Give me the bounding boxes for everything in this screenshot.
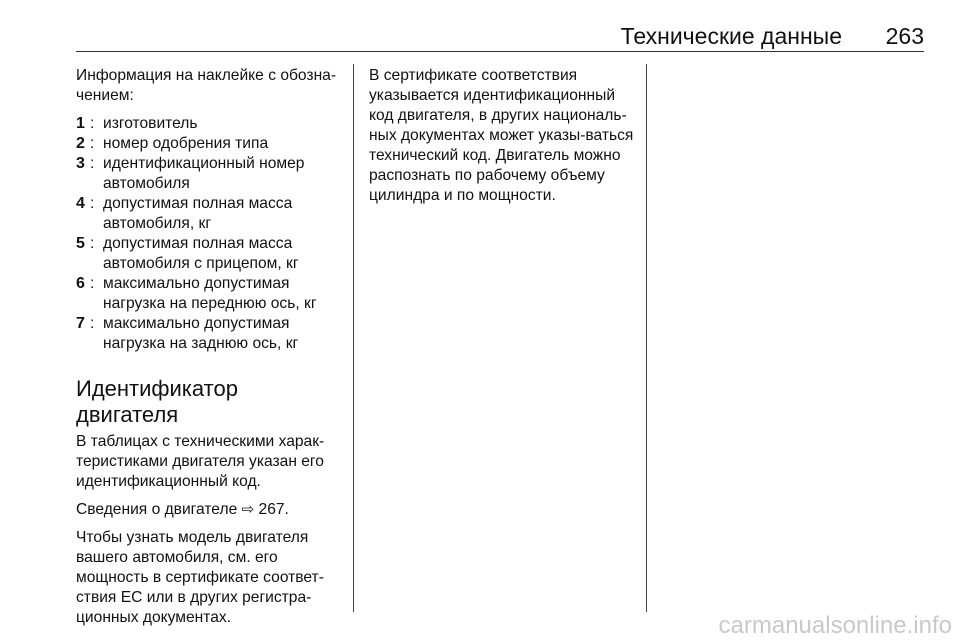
list-item: [76, 114, 342, 134]
item-separator: :: [90, 135, 95, 152]
item-number: 6: [76, 275, 85, 292]
item-number: 5: [76, 235, 85, 252]
page-header: [76, 22, 924, 50]
middle-column: [369, 66, 637, 206]
list-item: [76, 234, 342, 274]
section-heading: Идентификатор двигателя: [76, 376, 238, 427]
column-divider-right: [646, 64, 647, 612]
page-title: Технические данные: [620, 23, 842, 49]
paragraph-engine-reference: [76, 500, 342, 520]
column-divider-left: [353, 64, 354, 612]
list-item: [76, 154, 342, 194]
item-text: допустимая полная масса автомобиля, кг: [103, 195, 293, 232]
item-separator: :: [90, 155, 95, 172]
label-legend-list: [76, 114, 342, 354]
item-separator: :: [90, 275, 95, 292]
watermark: carmanualsonline.info: [718, 612, 952, 639]
page-reference-icon[interactable]: ⇨: [241, 501, 255, 518]
reference-page-link[interactable]: 267.: [258, 501, 289, 518]
item-text: максимально допустимая нагрузка на заднюю ось, кг: [103, 315, 299, 352]
item-text: максимально допустимая нагрузка на переднюю ось, кг: [103, 275, 317, 312]
item-text: номер одобрения типа: [103, 135, 269, 152]
item-separator: :: [90, 115, 95, 132]
item-text: идентификационный номер автомобиля: [103, 155, 305, 192]
item-number: 3: [76, 155, 85, 172]
list-item: [76, 134, 342, 154]
header-divider: [76, 51, 924, 52]
label-intro: Информация на наклейке с обозна-чением:: [76, 67, 337, 104]
reference-text: Сведения о двигателе: [76, 501, 238, 518]
page-number: 263: [885, 23, 924, 49]
list-item: [76, 194, 342, 234]
item-separator: :: [90, 195, 95, 212]
item-number: 4: [76, 195, 85, 212]
paragraph-engine-code: В таблицах с техническими харак-теристиками двигателя указан его идентификационный код.: [76, 433, 325, 490]
paragraph-certificate: В сертификате соответствия указывается идентификационный код двигателя, в других националь-ных документах может указы-ваться технический код. Двигатель можно распознать по рабочему объему цилиндра и по мощности.: [369, 67, 634, 204]
list-item: [76, 314, 342, 354]
list-item: [76, 274, 342, 314]
item-separator: :: [90, 235, 95, 252]
item-text: изготовитель: [103, 115, 198, 132]
item-number: 7: [76, 315, 85, 332]
item-number: 1: [76, 115, 85, 132]
item-number: 2: [76, 135, 85, 152]
item-text: допустимая полная масса автомобиля с прицепом, кг: [103, 235, 299, 272]
item-separator: :: [90, 315, 95, 332]
paragraph-engine-model: Чтобы узнать модель двигателя вашего автомобиля, см. его мощность в сертификате соответ-ствия ЕС или в других регистра-ционных документах.: [76, 529, 324, 626]
left-column: [76, 66, 342, 636]
